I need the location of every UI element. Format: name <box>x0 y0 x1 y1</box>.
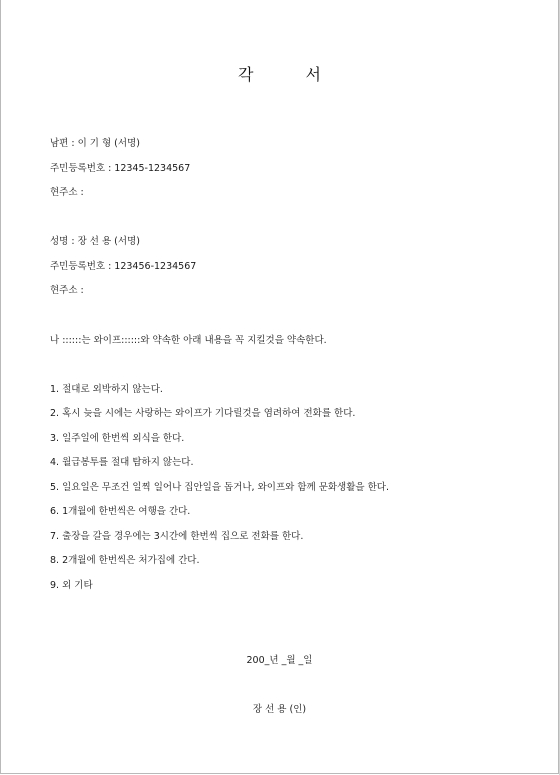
wife-address-line: 현주소 : <box>50 285 84 296</box>
list-item: 8. 2개월에 한번씩은 처가집에 간다. <box>50 555 200 566</box>
list-item: 4. 월급봉투를 절대 탐하지 않는다. <box>50 457 194 468</box>
list-item: 6. 1개월에 한번씩은 여행을 간다. <box>50 506 191 517</box>
husband-name-line: 남편 : 이 기 형 (서명) <box>50 138 140 149</box>
list-item: 2. 혹시 늦을 시에는 사랑하는 와이프가 기다릴것을 염려하여 전화를 한다. <box>50 408 356 419</box>
list-item: 3. 일주일에 한번씩 외식을 한다. <box>50 433 185 444</box>
husband-address-line: 현주소 : <box>50 187 84 198</box>
husband-id-line: 주민등록번호 : 12345-1234567 <box>50 163 191 174</box>
promise-intro: 나 ::::::는 와이프::::::와 약속한 아래 내용을 꼭 지킬것을 약속한다. <box>50 335 327 346</box>
title-char-2: 서 <box>305 65 321 84</box>
date-line: 200_년 _월 _일 <box>246 655 313 666</box>
title-char-1: 각 <box>238 65 254 84</box>
document-title <box>1 62 558 85</box>
wife-name-line: 성명 : 장 선 용 (서명) <box>50 236 140 247</box>
list-item: 1. 절대로 외박하지 않는다. <box>50 384 163 395</box>
wife-id-line: 주민등록번호 : 123456-1234567 <box>50 261 197 272</box>
signature-line: 장 선 용 (인) <box>252 704 307 715</box>
list-item: 7. 출장을 갈을 경우에는 3시간에 한번씩 집으로 전화를 한다. <box>50 531 304 542</box>
list-item: 5. 일요일은 무조건 일찍 일어나 집안일을 돕거나, 와이프와 함께 문화생활을 한다. <box>50 482 389 493</box>
list-item: 9. 외 기타 <box>50 580 93 591</box>
